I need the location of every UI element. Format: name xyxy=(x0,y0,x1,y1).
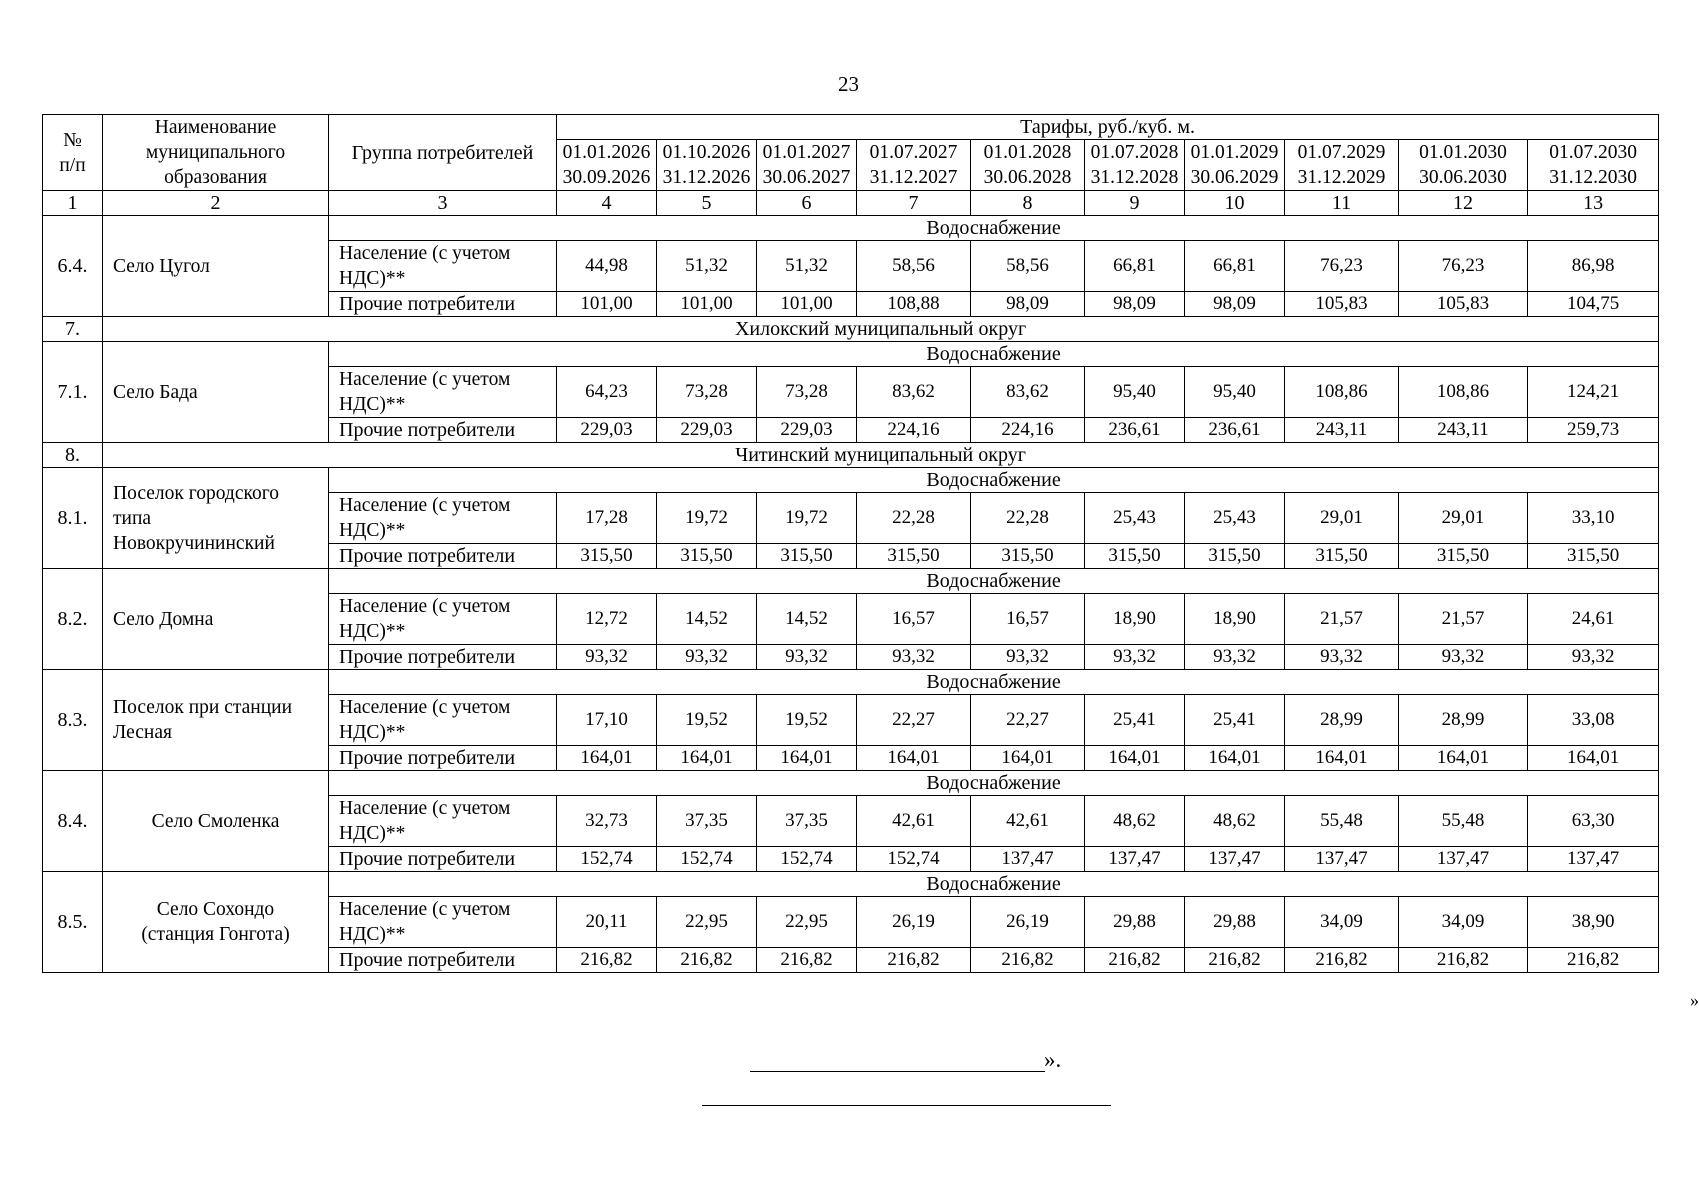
tariff-value: 164,01 xyxy=(1528,746,1659,771)
tariff-value: 243,11 xyxy=(1285,418,1399,443)
municipality-name: Село Сохондо (станция Гонгота) xyxy=(103,872,329,973)
header-period: 01.10.2026 31.12.2026 xyxy=(657,140,757,191)
tariff-value: 25,43 xyxy=(1185,493,1285,544)
service-name: Водоснабжение xyxy=(329,771,1659,796)
tariff-value: 93,32 xyxy=(557,645,657,670)
tariff-value: 55,48 xyxy=(1285,796,1399,847)
tariff-value: 28,99 xyxy=(1285,695,1399,746)
column-number: 3 xyxy=(329,191,557,216)
group-population: Население (с учетом НДС)** xyxy=(329,241,557,292)
column-number: 11 xyxy=(1285,191,1399,216)
header-municipality: Наименование муниципального образования xyxy=(103,115,329,191)
item-num: 8.1. xyxy=(43,468,103,569)
table-row xyxy=(43,191,1659,216)
tariff-value: 315,50 xyxy=(857,544,971,569)
tariff-value: 137,47 xyxy=(1285,847,1399,872)
tariff-value: 83,62 xyxy=(857,367,971,418)
group-other: Прочие потребители xyxy=(329,948,557,973)
district-num: 8. xyxy=(43,443,103,468)
tariff-value: 152,74 xyxy=(757,847,857,872)
group-other: Прочие потребители xyxy=(329,418,557,443)
tariff-value: 164,01 xyxy=(557,746,657,771)
tariff-value: 37,35 xyxy=(657,796,757,847)
tariff-value: 83,62 xyxy=(971,367,1085,418)
tariff-value: 34,09 xyxy=(1285,897,1399,948)
service-name: Водоснабжение xyxy=(329,670,1659,695)
service-name: Водоснабжение xyxy=(329,872,1659,897)
group-population: Население (с учетом НДС)** xyxy=(329,695,557,746)
tariff-value: 48,62 xyxy=(1185,796,1285,847)
tariff-value: 224,16 xyxy=(971,418,1085,443)
tariff-value: 38,90 xyxy=(1528,897,1659,948)
tariff-value: 22,95 xyxy=(657,897,757,948)
municipality-name: Село Бада xyxy=(103,342,329,443)
table-row xyxy=(43,670,1659,695)
tariff-value: 24,61 xyxy=(1528,594,1659,645)
tariff-value: 216,82 xyxy=(1399,948,1528,973)
tariff-value: 22,28 xyxy=(857,493,971,544)
footer-rule-long xyxy=(702,1105,1111,1106)
closing-quote: ». xyxy=(1044,1047,1062,1072)
tariff-value: 101,00 xyxy=(657,292,757,317)
tariff-value: 93,32 xyxy=(971,645,1085,670)
tariff-value: 315,50 xyxy=(657,544,757,569)
tariff-value: 17,10 xyxy=(557,695,657,746)
table-row xyxy=(43,468,1659,493)
tariff-value: 63,30 xyxy=(1528,796,1659,847)
tariff-value: 51,32 xyxy=(657,241,757,292)
tariff-value: 216,82 xyxy=(1085,948,1185,973)
tariff-value: 98,09 xyxy=(1185,292,1285,317)
group-other: Прочие потребители xyxy=(329,544,557,569)
tariff-value: 25,43 xyxy=(1085,493,1185,544)
tariff-value: 44,98 xyxy=(557,241,657,292)
tariff-value: 86,98 xyxy=(1528,241,1659,292)
tariff-value: 152,74 xyxy=(657,847,757,872)
tariff-value: 315,50 xyxy=(1399,544,1528,569)
tariff-value: 17,28 xyxy=(557,493,657,544)
header-period: 01.07.2027 31.12.2027 xyxy=(857,140,971,191)
tariff-value: 216,82 xyxy=(1185,948,1285,973)
group-population: Население (с учетом НДС)** xyxy=(329,493,557,544)
tariff-value: 25,41 xyxy=(1085,695,1185,746)
item-num: 7.1. xyxy=(43,342,103,443)
tariff-value: 95,40 xyxy=(1085,367,1185,418)
tariff-value: 37,35 xyxy=(757,796,857,847)
tariff-value: 76,23 xyxy=(1285,241,1399,292)
header-period: 01.01.2030 30.06.2030 xyxy=(1399,140,1528,191)
tariff-table xyxy=(42,114,1659,973)
column-number: 8 xyxy=(971,191,1085,216)
item-num: 8.2. xyxy=(43,569,103,670)
tariff-value: 21,57 xyxy=(1285,594,1399,645)
tariff-value: 95,40 xyxy=(1185,367,1285,418)
footer-rule xyxy=(750,1071,1045,1072)
tariff-value: 137,47 xyxy=(1528,847,1659,872)
tariff-value: 16,57 xyxy=(857,594,971,645)
tariff-value: 42,61 xyxy=(971,796,1085,847)
service-name: Водоснабжение xyxy=(329,569,1659,594)
tariff-value: 22,95 xyxy=(757,897,857,948)
tariff-value: 164,01 xyxy=(1285,746,1399,771)
tariff-value: 22,28 xyxy=(971,493,1085,544)
municipality-name: Поселок городского типа Новокручининский xyxy=(103,468,329,569)
tariff-value: 164,01 xyxy=(757,746,857,771)
tariff-value: 21,57 xyxy=(1399,594,1528,645)
tariff-value: 124,21 xyxy=(1528,367,1659,418)
group-population: Население (с учетом НДС)** xyxy=(329,897,557,948)
item-num: 8.3. xyxy=(43,670,103,771)
tariff-value: 105,83 xyxy=(1285,292,1399,317)
tariff-value: 29,88 xyxy=(1085,897,1185,948)
tariff-value: 93,32 xyxy=(1285,645,1399,670)
tariff-value: 32,73 xyxy=(557,796,657,847)
tariff-value: 51,32 xyxy=(757,241,857,292)
tariff-value: 26,19 xyxy=(857,897,971,948)
table-row xyxy=(43,771,1659,796)
header-period: 01.07.2028 31.12.2028 xyxy=(1085,140,1185,191)
tariff-value: 137,47 xyxy=(1185,847,1285,872)
tariff-value: 76,23 xyxy=(1399,241,1528,292)
tariff-value: 229,03 xyxy=(757,418,857,443)
header-period: 01.01.2029 30.06.2029 xyxy=(1185,140,1285,191)
column-number: 1 xyxy=(43,191,103,216)
tariff-value: 216,82 xyxy=(657,948,757,973)
group-population: Население (с учетом НДС)** xyxy=(329,594,557,645)
table-row xyxy=(43,872,1659,897)
tariff-value: 26,19 xyxy=(971,897,1085,948)
service-name: Водоснабжение xyxy=(329,342,1659,367)
tariff-value: 216,82 xyxy=(557,948,657,973)
tariff-value: 55,48 xyxy=(1399,796,1528,847)
tariff-value: 315,50 xyxy=(757,544,857,569)
tariff-value: 19,52 xyxy=(657,695,757,746)
header-period: 01.07.2030 31.12.2030 xyxy=(1528,140,1659,191)
tariff-value: 93,32 xyxy=(1528,645,1659,670)
column-number: 9 xyxy=(1085,191,1185,216)
column-number: 5 xyxy=(657,191,757,216)
page-number: 23 xyxy=(838,72,859,96)
tariff-value: 93,32 xyxy=(1085,645,1185,670)
header-period: 01.01.2027 30.06.2027 xyxy=(757,140,857,191)
tariff-value: 243,11 xyxy=(1399,418,1528,443)
tariff-value: 108,86 xyxy=(1285,367,1399,418)
tariff-value: 93,32 xyxy=(1185,645,1285,670)
municipality-name: Село Домна xyxy=(103,569,329,670)
tariff-value: 29,88 xyxy=(1185,897,1285,948)
tariff-value: 33,08 xyxy=(1528,695,1659,746)
tariff-value: 137,47 xyxy=(1399,847,1528,872)
tariff-value: 137,47 xyxy=(1085,847,1185,872)
column-number: 13 xyxy=(1528,191,1659,216)
header-tariffs: Тарифы, руб./куб. м. xyxy=(557,115,1659,140)
tariff-value: 29,01 xyxy=(1285,493,1399,544)
municipality-name: Поселок при станции Лесная xyxy=(103,670,329,771)
tariff-value: 33,10 xyxy=(1528,493,1659,544)
table-row xyxy=(43,115,1659,140)
group-population: Население (с учетом НДС)** xyxy=(329,367,557,418)
tariff-value: 14,52 xyxy=(657,594,757,645)
tariff-value: 259,73 xyxy=(1528,418,1659,443)
tariff-value: 315,50 xyxy=(1528,544,1659,569)
tariff-value: 216,82 xyxy=(757,948,857,973)
header-period: 01.07.2029 31.12.2029 xyxy=(1285,140,1399,191)
tariff-value: 108,88 xyxy=(857,292,971,317)
table-row xyxy=(43,569,1659,594)
header-group: Группа потребителей xyxy=(329,115,557,191)
tariff-value: 22,27 xyxy=(857,695,971,746)
group-population: Население (с учетом НДС)** xyxy=(329,796,557,847)
tariff-value: 48,62 xyxy=(1085,796,1185,847)
tariff-value: 164,01 xyxy=(657,746,757,771)
column-number: 12 xyxy=(1399,191,1528,216)
tariff-value: 58,56 xyxy=(971,241,1085,292)
tariff-value: 73,28 xyxy=(657,367,757,418)
tariff-value: 98,09 xyxy=(971,292,1085,317)
tariff-value: 58,56 xyxy=(857,241,971,292)
table-row xyxy=(43,216,1659,241)
district-num: 7. xyxy=(43,317,103,342)
tariff-value: 73,28 xyxy=(757,367,857,418)
tariff-value: 216,82 xyxy=(857,948,971,973)
column-number: 6 xyxy=(757,191,857,216)
tariff-value: 229,03 xyxy=(557,418,657,443)
group-other: Прочие потребители xyxy=(329,645,557,670)
tariff-value: 152,74 xyxy=(557,847,657,872)
tariff-value: 29,01 xyxy=(1399,493,1528,544)
edge-quote-mark: » xyxy=(1690,990,1699,1010)
tariff-value: 19,72 xyxy=(657,493,757,544)
tariff-value: 216,82 xyxy=(971,948,1085,973)
table-row xyxy=(43,342,1659,367)
column-number: 4 xyxy=(557,191,657,216)
district-name: Хилокский муниципальный округ xyxy=(103,317,1659,342)
tariff-value: 164,01 xyxy=(971,746,1085,771)
tariff-value: 93,32 xyxy=(857,645,971,670)
tariff-value: 66,81 xyxy=(1085,241,1185,292)
tariff-value: 64,23 xyxy=(557,367,657,418)
tariff-value: 164,01 xyxy=(1399,746,1528,771)
tariff-value: 12,72 xyxy=(557,594,657,645)
tariff-value: 22,27 xyxy=(971,695,1085,746)
tariff-value: 93,32 xyxy=(657,645,757,670)
tariff-value: 16,57 xyxy=(971,594,1085,645)
group-other: Прочие потребители xyxy=(329,746,557,771)
tariff-value: 42,61 xyxy=(857,796,971,847)
header-period: 01.01.2026 30.09.2026 xyxy=(557,140,657,191)
tariff-value: 164,01 xyxy=(1085,746,1185,771)
item-num: 8.5. xyxy=(43,872,103,973)
item-num: 6.4. xyxy=(43,216,103,317)
column-number: 2 xyxy=(103,191,329,216)
group-other: Прочие потребители xyxy=(329,847,557,872)
tariff-value: 93,32 xyxy=(757,645,857,670)
tariff-value: 229,03 xyxy=(657,418,757,443)
tariff-value: 315,50 xyxy=(1185,544,1285,569)
tariff-value: 34,09 xyxy=(1399,897,1528,948)
tariff-value: 236,61 xyxy=(1085,418,1185,443)
municipality-name: Село Смоленка xyxy=(103,771,329,872)
tariff-value: 104,75 xyxy=(1528,292,1659,317)
tariff-value: 216,82 xyxy=(1528,948,1659,973)
tariff-value: 105,83 xyxy=(1399,292,1528,317)
tariff-value: 25,41 xyxy=(1185,695,1285,746)
tariff-value: 19,52 xyxy=(757,695,857,746)
header-period: 01.01.2028 30.06.2028 xyxy=(971,140,1085,191)
municipality-name: Село Цугол xyxy=(103,216,329,317)
item-num: 8.4. xyxy=(43,771,103,872)
tariff-value: 108,86 xyxy=(1399,367,1528,418)
group-other: Прочие потребители xyxy=(329,292,557,317)
district-name: Читинский муниципальный округ xyxy=(103,443,1659,468)
tariff-value: 14,52 xyxy=(757,594,857,645)
tariff-value: 164,01 xyxy=(857,746,971,771)
tariff-value: 224,16 xyxy=(857,418,971,443)
tariff-value: 98,09 xyxy=(1085,292,1185,317)
tariff-value: 19,72 xyxy=(757,493,857,544)
service-name: Водоснабжение xyxy=(329,468,1659,493)
tariff-value: 93,32 xyxy=(1399,645,1528,670)
tariff-value: 152,74 xyxy=(857,847,971,872)
header-num: № п/п xyxy=(43,115,103,191)
service-name: Водоснабжение xyxy=(329,216,1659,241)
tariff-value: 18,90 xyxy=(1085,594,1185,645)
tariff-value: 101,00 xyxy=(557,292,657,317)
tariff-value: 66,81 xyxy=(1185,241,1285,292)
tariff-value: 164,01 xyxy=(1185,746,1285,771)
tariff-value: 20,11 xyxy=(557,897,657,948)
tariff-value: 315,50 xyxy=(971,544,1085,569)
tariff-value: 315,50 xyxy=(1085,544,1185,569)
tariff-value: 236,61 xyxy=(1185,418,1285,443)
table-row xyxy=(43,443,1659,468)
tariff-value: 315,50 xyxy=(557,544,657,569)
tariff-value: 28,99 xyxy=(1399,695,1528,746)
tariff-value: 137,47 xyxy=(971,847,1085,872)
column-number: 10 xyxy=(1185,191,1285,216)
tariff-value: 315,50 xyxy=(1285,544,1399,569)
tariff-value: 216,82 xyxy=(1285,948,1399,973)
column-number: 7 xyxy=(857,191,971,216)
table-row xyxy=(43,317,1659,342)
tariff-value: 18,90 xyxy=(1185,594,1285,645)
tariff-value: 101,00 xyxy=(757,292,857,317)
